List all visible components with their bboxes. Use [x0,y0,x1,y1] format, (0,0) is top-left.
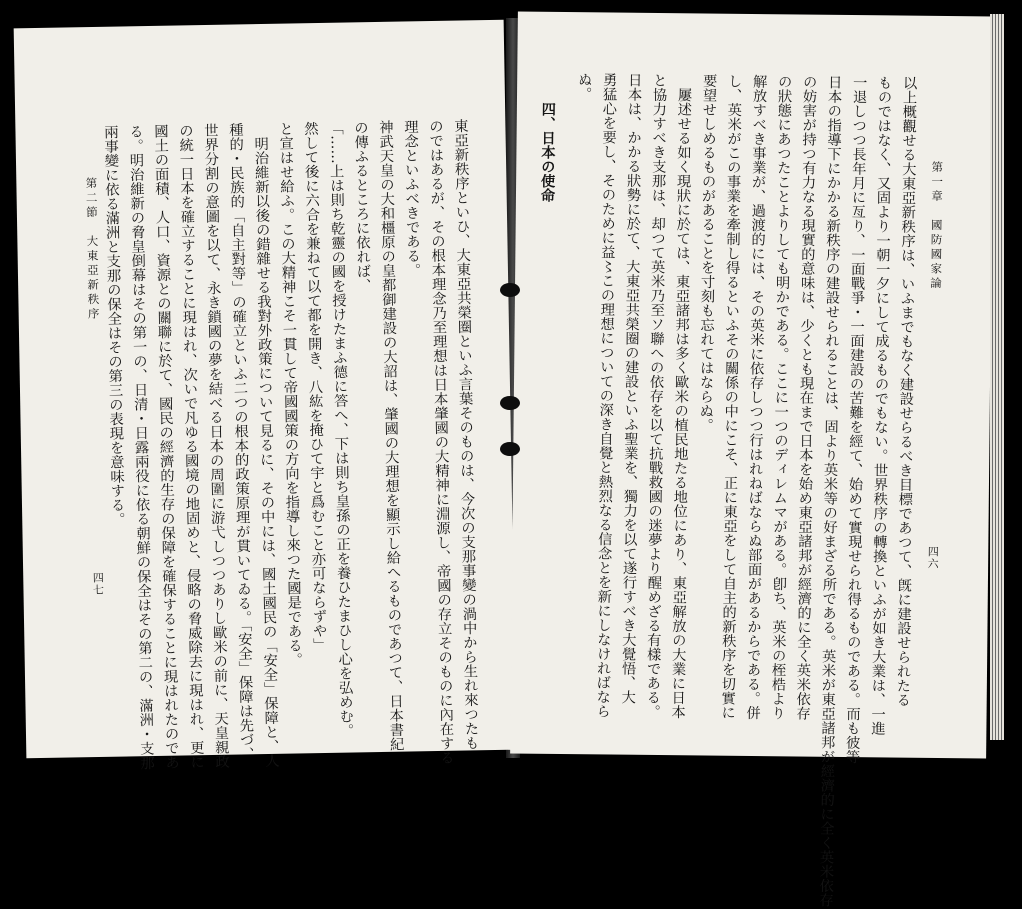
text-column: 種的・民族的「自主對等」の確立といふ二つの根本的政策原理が貫いてゐる。「安全」保障は先づ、 [227,122,255,762]
text-column: の統一日本を確立することに現はれ、次いで凡ゆる國境の地固めと、侵略の脅威除去に現はれ、更に [177,123,205,770]
running-head: 第一章 國防國家論 [928,160,945,292]
text-column: の妨害が持つ有力なる現實的意味は、少くとも現在まで日本を始め東亞諸邦が經濟的に全く英米依存 [794,74,818,721]
text-column: 要望せしめるものがあることを寸刻も忘れてはならぬ。 [697,73,718,433]
right-page [510,12,994,908]
text-column: 日本は、かかる狀勢に於て、大東亞共榮圈の建設といふ聖業を、獨力を以て遂行すべき大覺悟、大 [619,72,643,705]
binding-ring [500,396,520,410]
text-column: 以上概觀せる大東亞新秩序は、いふまでもなく建設せらるべき目標であつて、旣に建設せられたる [894,75,918,708]
text-column: の傳ふるところに依れば、 [352,120,372,293]
text-column: の狀態にあつたことよりしても明かである。ここに一つのディレムマがある。卽ち、英米の桎梏より [769,74,793,721]
left-page [14,20,517,771]
binding-ring [500,283,520,297]
text-column: る。明治維新の脅皇倒幕はその第一の、日清・日露兩役に依る朝鮮の保全はその第二の、滿洲・支那 [127,124,155,771]
section-heading: 四、日本の使命 [538,101,556,203]
quote-column: 「……上は則ち乾靈の國を授けたまふ德に答へ、下は則ち皇孫の正を養ひたまひし心を弘めむ。 [327,120,355,738]
page-number: 四六 [926,545,940,570]
text-column: 國土の面積、人口、資源との關聯に於て、國民の經濟的生存の保障を確保することに現はれたのであ [152,123,180,770]
text-column: のではあるが、その根本理念乃至理想は日本肇國の大精神に淵源し、帝國の存立そのものに內在する [427,118,455,765]
text-column: 兩事變に依る滿洲と支那の保全はその第三の表現を意味する。 [102,124,126,527]
text-column: 勇猛心を要し、そのために益〻この理想についての深き自覺と熱烈なる信念とを新にしなければなら [594,72,618,719]
text-column: 一退しつつ長年月に亙り、一面戰爭・一面建設の苦難を經て、始めて實現せられ得るものである。而も彼等 [844,75,868,764]
text-column: 神武天皇の大和橿原の皇都御建設の大詔は、肇國の大理想を顯示し給へるものであつて、日本書紀 [377,119,405,752]
running-head: 第二節 大東亞新秩序 [84,176,101,323]
page-number: 四七 [91,571,105,597]
text-column: ものではなく、又固より一朝一夕にして成るものでもない。世界秩序の轉換といふが如き大業は、一進 [869,75,893,736]
text-column: 日本の指導下にかかる新秩序の建設せられることは、固より英米等の好まざる所である。英米が東亞諸邦が經濟的に全く英米依存 [817,74,843,908]
text-column: と協力すべき支那は、却つて英米乃至ソ聯への依存を以て抗戰救國の迷夢より醒めざる有樣である。 [644,72,668,719]
text-column: 東亞新秩序といひ、大東亞共榮圈といふ言葉そのものは、今次の支那事變の渦中から生れ來つたも [452,118,480,750]
text-column: 世界分割の意圖を以て、永き鎖國の夢を結べる日本の周圍に游弋しつつありし歐米の前に、天皇親政 [202,122,230,769]
quote-column: 然して後に六合を兼ねて以て都を開き、八紘を掩ひて宇と爲むこと亦可ならずや」 [302,121,328,653]
text-column: し、英米がこの事業を牽制し得るといふその關係の中にこそ、正に東亞をして自主的新秩序を切實に [719,73,743,720]
text-column: 明治維新以後の錯雜せる我對外政策について見るに、その中には、國土國民の「安全」保障と、人 [252,121,280,768]
text-column: 解放すべき事業が、過渡的には、その英米に依存しつつ行はれねばならぬ部面があるからである。併 [744,73,768,720]
text-column: 屢述せる如く現狀に於ては、東亞諸邦は多く歐米の植民地たる地位にあり、東亞解放の大業に日本 [669,73,693,720]
text-column: ぬ。 [575,72,593,102]
binding-ring [500,442,520,456]
text-column: 理念といふべきである。 [402,119,422,278]
text-column: と宣はせ給ふ。この大精神こそ一貫して帝國國策の方向を指導し來つた國是である。 [277,121,303,667]
page-edges [990,14,1004,740]
